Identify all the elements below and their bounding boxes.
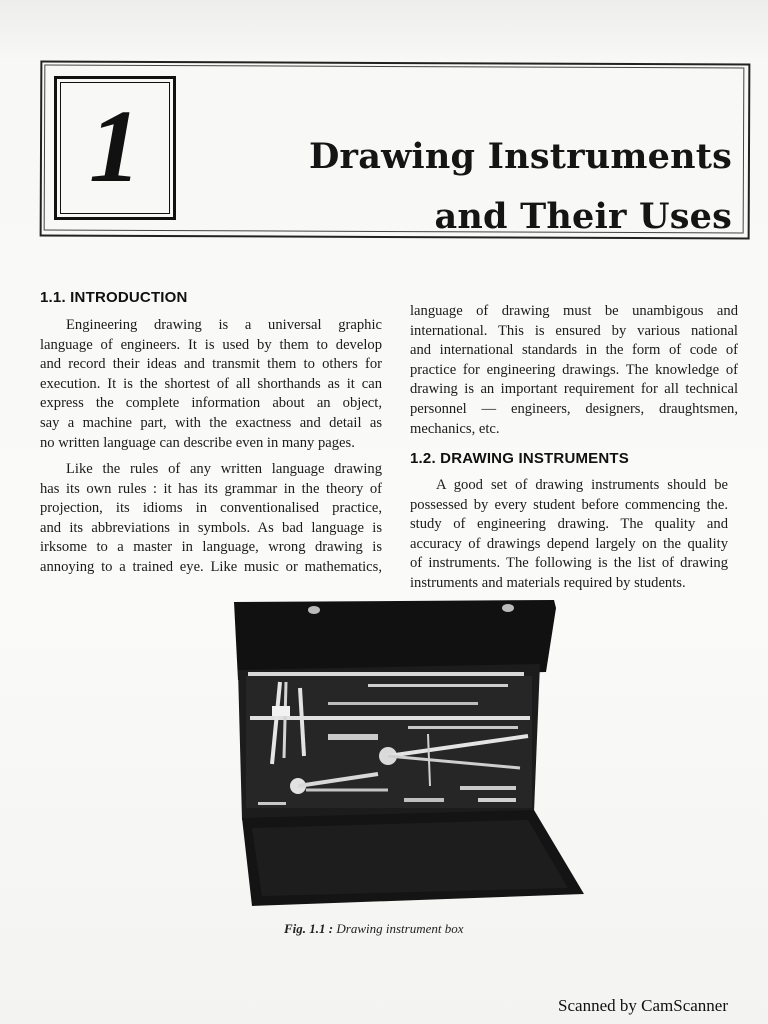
text-line: and international standards in the form of code of [410,342,738,359]
text-line: international. This is ensured by various national [410,322,738,339]
text-line: drawing is an important requirement for all technical [410,381,738,398]
chapter-title-line-1: Drawing Instruments [309,136,732,177]
text-line: of instruments. The following is the list of drawing [410,555,728,572]
text-line: no written language can describe even in many pages. [40,434,355,451]
divider-leg-2 [284,682,286,758]
text-line: express the complete information about an object, [40,395,382,412]
figure-label: Fig. 1.1 : [284,921,334,936]
text-line: Like the rules of any written language drawing [66,461,382,477]
intro-paragraph-2 [40,460,382,578]
text-line: language of drawing must be unambigous and [410,303,738,319]
text-line: and record their ideas and transmit them to others for [40,356,382,373]
text-line: instruments and materials required by students. [410,574,686,591]
lead-box [328,734,378,740]
text-line: accuracy of drawings depend largely on the quality [410,535,728,552]
ink-pen [408,726,518,729]
section-heading-introduction: 1.1. INTRODUCTION [40,289,188,306]
intro-paragraph-1 [40,316,382,453]
text-line: study of engineering drawing. The quality and [410,516,728,533]
text-line: and its abbreviations in symbols. As bad language is [40,519,382,536]
text-line: has its own rules : it has its grammar in the theory of [40,480,382,497]
divider-joint [272,706,290,716]
section-heading-drawing-instruments: 1.2. DRAWING INSTRUMENTS [410,450,629,467]
intro-paragraph-3 [410,302,738,439]
chapter-number: 1 [89,89,141,204]
figure-caption [284,921,464,937]
figure-caption-text: Drawing instrument box [333,921,464,936]
clasp-left [308,606,320,614]
text-line: A good set of drawing instruments should be [436,477,728,493]
text-line: language of engineers. It is used by them to develop [40,336,382,353]
chapter-number-box [54,76,176,220]
small-part [478,798,516,802]
scale-rod [248,672,524,676]
text-line: say a machine part, with the exactness and detail as [40,414,382,431]
pen-rod [328,702,478,705]
instruments-paragraph-1 [410,476,728,594]
chapter-title-line-2: and Their Uses [434,196,732,237]
beam-rod [250,716,530,720]
text-line: projection, its idioms in conventionalised practice, [40,500,382,517]
small-part [258,802,286,805]
flap-texture [252,820,568,896]
instrument-box-illustration [228,598,588,910]
text-line: irksome to a master in language, wrong drawing is [40,539,382,556]
text-line: personnel — engineers, designers, draughtsmen, [410,400,738,417]
scanner-watermark: Scanned by CamScanner [558,996,728,1015]
text-line: possessed by every student before commencing the. [410,496,728,513]
text-line: mechanics, etc. [410,420,500,437]
instrument-box-photo [228,598,588,910]
small-part [460,786,516,790]
text-line: execution. It is the shortest of all shorthands as it can [40,375,382,392]
text-line: annoying to a trained eye. Like music or mathematics, [40,558,382,575]
small-part [404,798,444,802]
text-line: practice for engineering drawings. The knowledge of [410,361,738,378]
text-line: Engineering drawing is a universal graphic [66,317,382,333]
lead-holder [368,684,508,687]
clasp-right [502,604,514,612]
